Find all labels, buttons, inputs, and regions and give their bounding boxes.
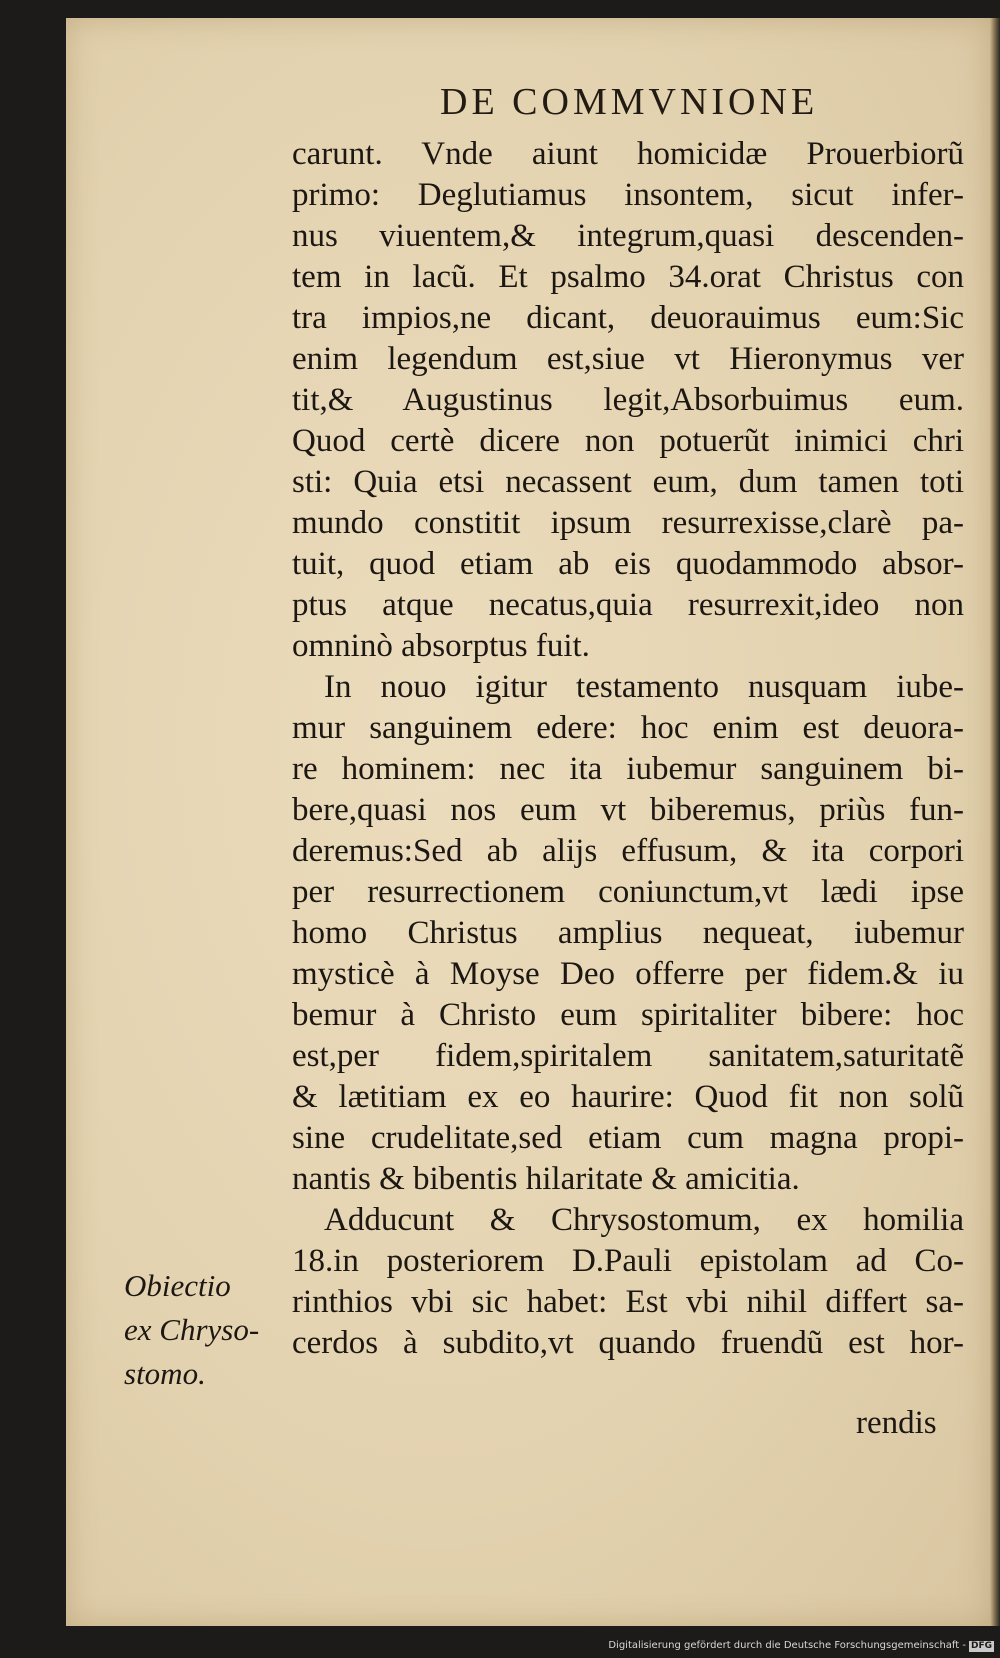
- margin-note-line: stomo.: [124, 1356, 206, 1391]
- text-line: primo: Deglutiamus insontem, sicut infer-: [292, 177, 964, 213]
- running-head: DE COMMVNIONE: [440, 81, 819, 123]
- margin-note-line: ex Chryso-: [124, 1312, 260, 1347]
- text-line: ptus atque necatus,quia resurrexit,ideo non: [292, 587, 964, 623]
- text-line: tem in lacũ. Et psalmo 34.orat Christus con: [292, 259, 964, 295]
- text-line: sti: Quia etsi necassent eum, dum tamen toti: [292, 464, 964, 500]
- page-edge: [990, 18, 1000, 1626]
- text-line: per resurrectionem coniunctum,vt lædi ipse: [292, 874, 964, 910]
- body-text: [292, 134, 964, 1364]
- text-line: tit,& Augustinus legit,Absorbuimus eum.: [292, 382, 964, 418]
- text-line: Quod certè dicere non potuerũt inimici chri: [292, 423, 964, 459]
- text-line: cerdos à subdito,vt quando fruendũ est hor-: [292, 1325, 964, 1361]
- digitization-credit: [608, 1640, 994, 1652]
- text-line: rinthios vbi sic habet: Est vbi nihil differt sa-: [292, 1284, 964, 1320]
- text-line: nus viuentem,& integrum,quasi descenden-: [292, 218, 964, 254]
- text-line: homo Christus amplius nequeat, iubemur: [292, 915, 964, 951]
- text-line: carunt. Vnde aiunt homicidæ Prouerbiorũ: [292, 136, 964, 172]
- text-line: tra impios,ne dicant, deuorauimus eum:Sic: [292, 300, 964, 336]
- text-line: est,per fidem,spiritalem sanitatem,saturitatẽ: [292, 1038, 964, 1074]
- text-line: deremus:Sed ab alijs effusum, & ita corpori: [292, 833, 964, 869]
- text-line: tuit, quod etiam ab eis quodammodo absor-: [292, 546, 964, 582]
- text-line: re hominem: nec ita iubemur sanguinem bi-: [292, 751, 964, 787]
- text-line: mysticè à Moyse Deo offerre per fidem.& iu: [292, 956, 964, 992]
- text-line: bemur à Christo eum spiritaliter bibere: hoc: [292, 997, 964, 1033]
- margin-note: [124, 1264, 294, 1396]
- text-line: & lætitiam ex eo haurire: Quod fit non solũ: [292, 1079, 964, 1115]
- text-line: nantis & bibentis hilaritate & amicitia.: [292, 1161, 800, 1197]
- credit-text: Digitalisierung gefördert durch die Deutsche Forschungsgemeinschaft -: [608, 1640, 966, 1651]
- text-line: bere,quasi nos eum vt biberemus, priùs fun-: [292, 792, 964, 828]
- text-line: enim legendum est,siue vt Hieronymus ver: [292, 341, 964, 377]
- text-line: mur sanguinem edere: hoc enim est deuora-: [292, 710, 964, 746]
- text-line: Adducunt & Chrysostomum, ex homilia: [324, 1202, 964, 1238]
- catchword: rendis: [856, 1405, 937, 1441]
- text-line: In nouo igitur testamento nusquam iube-: [324, 669, 964, 705]
- dfg-logo: DFG: [970, 1641, 992, 1651]
- text-line: omninò absorptus fuit.: [292, 628, 590, 664]
- text-line: 18.in posteriorem D.Pauli epistolam ad Co-: [292, 1243, 964, 1279]
- text-line: sine crudelitate,sed etiam cum magna propi-: [292, 1120, 964, 1156]
- margin-note-line: Obiectio: [124, 1268, 231, 1303]
- text-line: mundo constitit ipsum resurrexisse,clarè pa-: [292, 505, 964, 541]
